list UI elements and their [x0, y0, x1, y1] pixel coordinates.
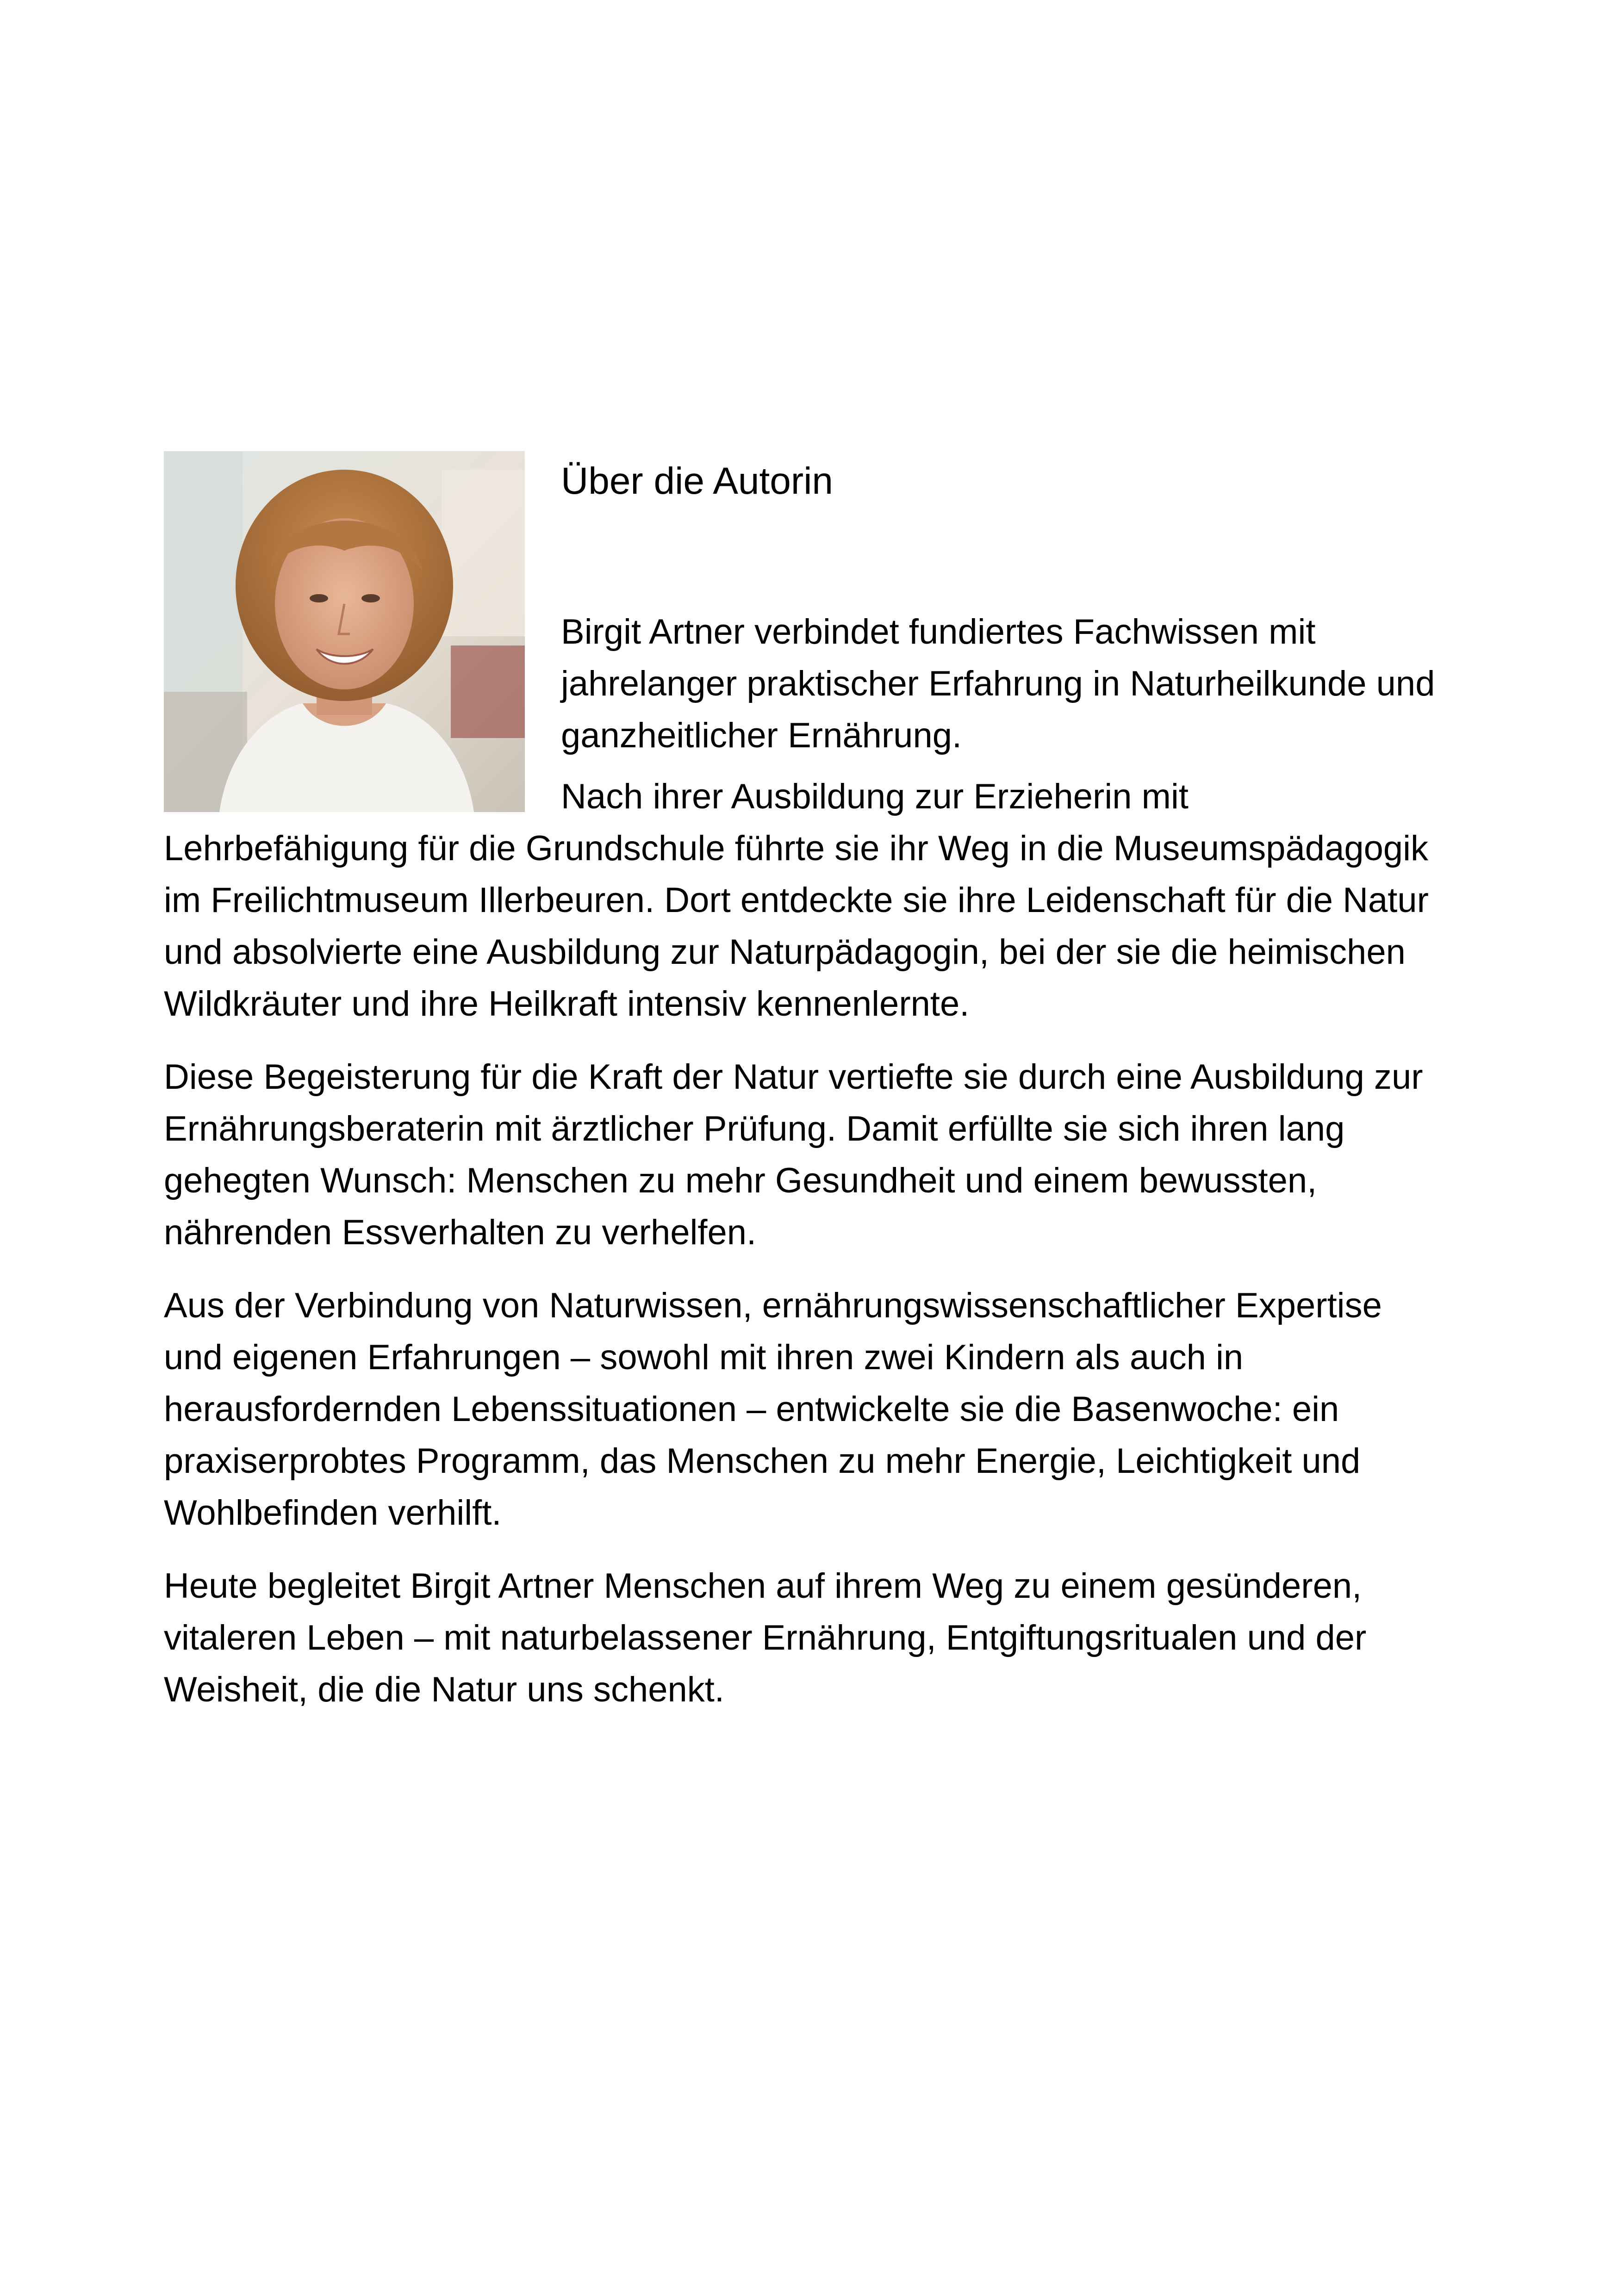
- author-photo: [164, 451, 525, 812]
- bio-paragraph-1: Birgit Artner verbindet fundiertes Fachwissen mit jahrelanger praktischer Erfahrung in Naturheilkunde und ganzheitlicher Ernährung.: [561, 612, 1435, 755]
- bio-paragraph-4: Aus der Verbindung von Naturwissen, ernährungswissenschaftlicher Expertise und eigenen Erfahrungen – sowohl mit ihren zwei Kindern als auch in herausfordernden Lebenssituationen – entwickelte sie die Basenwoche: ein praxiserprobtes Programm, das Menschen zu mehr Energie, Leichtigkeit und Wohlbefinden verhilft.: [164, 1286, 1382, 1533]
- section-title: Über die Autorin: [561, 460, 834, 502]
- author-section: [164, 451, 1441, 1737]
- bio-paragraph-5: Heute begleitet Birgit Artner Menschen auf ihrem Weg zu einem gesünderen, vitaleren Leben – mit naturbelassener Ernährung, Entgiftungsritualen und der Weisheit, die die Natur uns schenkt.: [164, 1566, 1367, 1709]
- bio-paragraph-3: Diese Begeisterung für die Kraft der Natur vertiefte sie durch eine Ausbildung zur Ernährungsberaterin mit ärztlicher Prüfung. Damit erfüllte sie sich ihren lang gehegten Wunsch: Menschen zu mehr Gesundheit und einem bewussten, nährenden Essverhalten zu verhelfen.: [164, 1057, 1423, 1252]
- bio-paragraph-2: Nach ihrer Ausbildung zur Erzieherin mit Lehrbefähigung für die Grundschule führte sie ihr Weg in die Museumspädagogik im Freilichtmuseum Illerbeuren. Dort entdeckte sie ihre Leidenschaft für die Natur und absolvierte eine Ausbildung zur Naturpädagogin, bei der sie die heimischen Wildkräuter und ihre Heilkraft intensiv kennenlernte.: [164, 777, 1429, 1024]
